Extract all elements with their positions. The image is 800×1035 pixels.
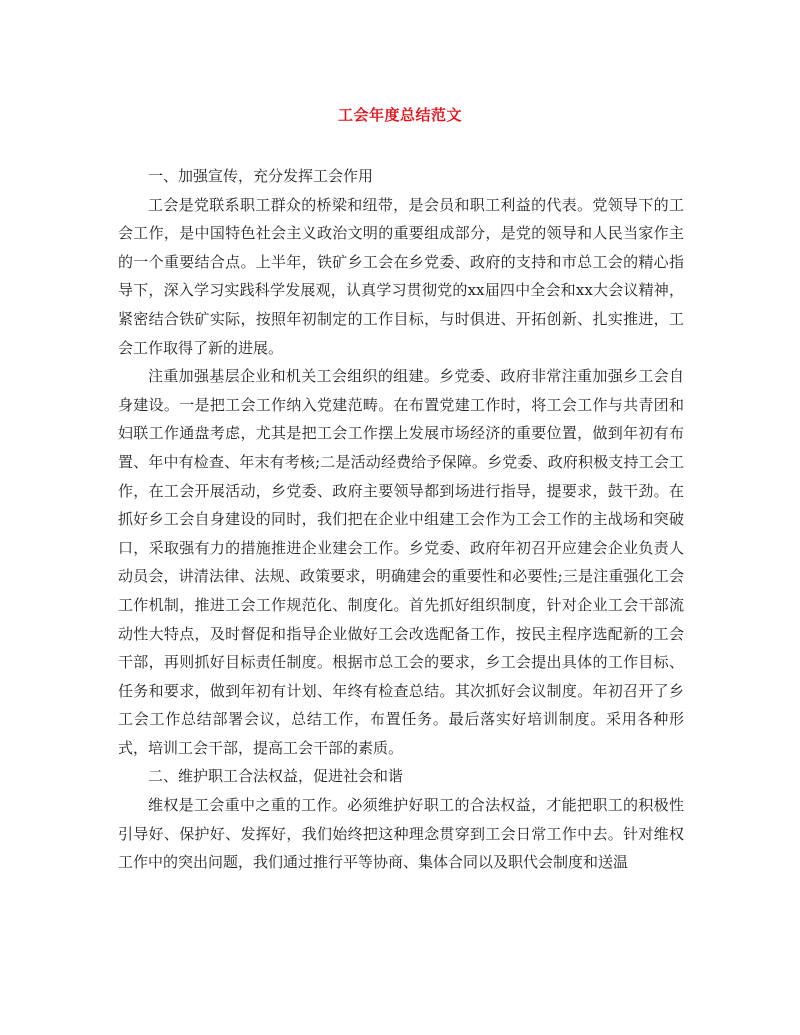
section-heading-2: 二、维护职工合法权益，促进社会和谐	[148, 767, 404, 786]
document-title: 工会年度总结范文	[337, 106, 462, 124]
section-heading-1: 一、加强宣传，充分发挥工会作用	[148, 167, 374, 185]
paragraph-2: 注重加强基层企业和机关工会组织的组建。乡党委、政府非常注重加强乡工会自身建设。一是把工会工作纳入党建范畴。在布置党建工作时，将工会工作与共青团和妇联工作通盘考虑，尤其是把工会工作摆上发展市场经济的重要位置，做到年初有布置、年中有检查、年末有考核;二是活动经费给予保障。乡党委、政府积极支持工会工作，在工会开展活动，乡党委、政府主要领导都到场进行指导，提要求，鼓干劲。在抓好乡工会自身建设的同时，我们把在企业中组建工会作为工会工作的主战场和突破口，采取强有力的措施推进企业建会工作。乡党委、政府年初召开应建会企业负责人动员会，讲清法律、法规、政策要求，明确建会的重要性和必要性;三是注重强化工会工作机制，推进工会工作规范化、制度化。首先抓好组织制度，针对企业工会干部流动性大特点，及时督促和指导企业做好工会改选配备工作，按民主程序选配新的工会干部，再则抓好目标责任制度。根据市总工会的要求，乡工会提出具体的工作目标、任务和要求，做到年初有计划、年终有检查总结。其次抓好会议制度。年初召开了乡工会工作总结部署会议，总结工作，布置任务。最后落实好培训制度。采用各种形式，培训工会干部，提高工会干部的素质。	[118, 367, 684, 757]
document-body	[118, 162, 684, 877]
paragraph-3: 维权是工会重中之重的工作。必须维护好职工的合法权益，才能把职工的积极性引导好、保护好、发挥好，我们始终把这种理念贯穿到工会日常工作中去。针对维权工作中的突出问题，我们通过推行平等协商、集体合同以及职代会制度和送温	[118, 796, 684, 872]
paragraph-1: 工会是党联系职工群众的桥梁和纽带，是会员和职工利益的代表。党领导下的工会工作，是中国特色社会主义政治文明的重要组成部分，是党的领导和人民当家作主的一个重要结合点。上半年，铁矿乡工会在乡党委、政府的支持和市总工会的精心指导下，深入学习实践科学发展观，认真学习贯彻党的xx届四中全会和xx大会议精神，紧密结合铁矿实际，按照年初制定的工作目标，与时俱进、开拓创新、扎实推进，工会工作取得了新的进展。	[118, 195, 684, 357]
